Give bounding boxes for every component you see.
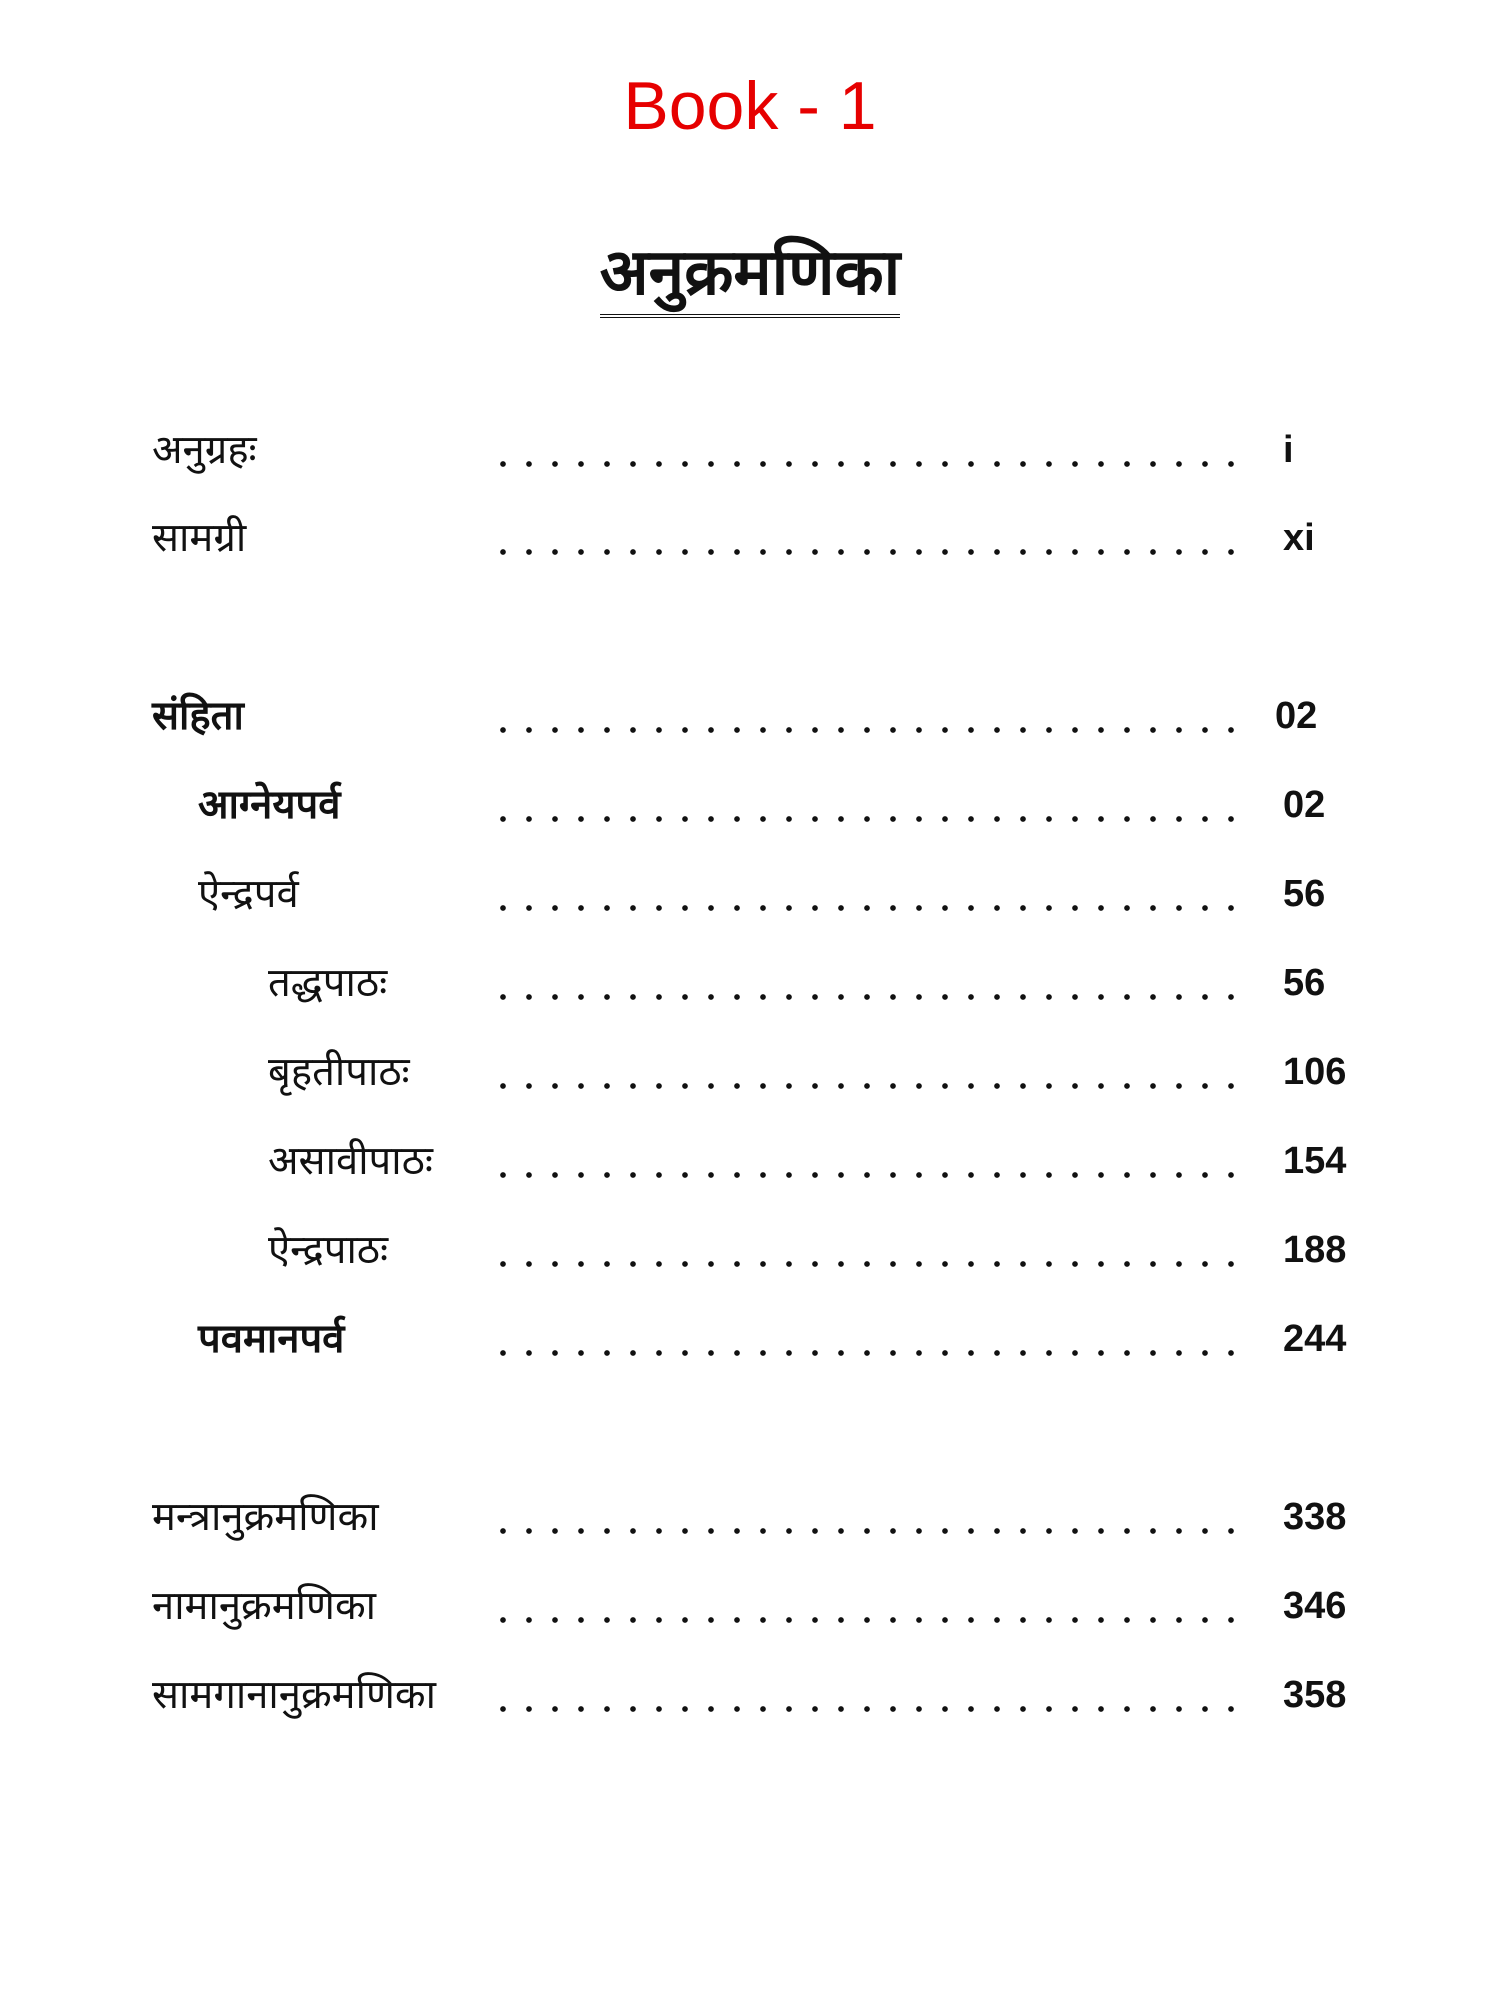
toc-entry-label: बृहतीपाठः bbox=[268, 1049, 410, 1095]
toc-entry-page: 56 bbox=[1283, 962, 1326, 1004]
toc-entry-page: 02 bbox=[1275, 695, 1318, 737]
toc-entry-pavamana-parva[interactable] bbox=[0, 1309, 1500, 1369]
toc-entry-page: 244 bbox=[1283, 1318, 1347, 1360]
toc-entry-page: 56 bbox=[1283, 873, 1326, 915]
dot-leader bbox=[490, 1171, 1250, 1179]
toc-entry-label: ऐन्द्रपाठः bbox=[268, 1227, 389, 1273]
toc-entry-label: पवमानपर्व bbox=[198, 1316, 345, 1362]
toc-entry-label: अनुग्रहः bbox=[152, 427, 257, 473]
toc-entry-page: 106 bbox=[1283, 1051, 1347, 1093]
toc-entry-taddha-patha[interactable] bbox=[0, 953, 1500, 1013]
toc-entry-page: i bbox=[1283, 429, 1294, 471]
dot-leader bbox=[490, 460, 1250, 468]
dot-leader bbox=[490, 1527, 1250, 1535]
toc-entry-aindra-patha[interactable] bbox=[0, 1220, 1500, 1280]
toc-entry-asavi-patha[interactable] bbox=[0, 1131, 1500, 1191]
toc-entry-samhita[interactable] bbox=[0, 686, 1500, 746]
dot-leader bbox=[490, 1705, 1250, 1713]
dot-leader bbox=[490, 1349, 1250, 1357]
toc-entry-page: xi bbox=[1283, 517, 1315, 559]
toc-entry-namanukramanika[interactable] bbox=[0, 1576, 1500, 1636]
toc-entry-page: 358 bbox=[1283, 1674, 1347, 1716]
dot-leader bbox=[490, 1260, 1250, 1268]
toc-entry-agneya-parva[interactable] bbox=[0, 775, 1500, 835]
toc-entry-page: 188 bbox=[1283, 1229, 1347, 1271]
toc-entry-page: 154 bbox=[1283, 1140, 1347, 1182]
toc-entry-label: सामगानानुक्रमणिका bbox=[152, 1672, 436, 1718]
dot-leader bbox=[490, 904, 1250, 912]
title-container bbox=[0, 238, 1500, 318]
toc-entry-page: 338 bbox=[1283, 1496, 1347, 1538]
toc-entry-page: 02 bbox=[1283, 784, 1326, 826]
toc-entry-samaganaanukramanika[interactable] bbox=[0, 1665, 1500, 1725]
toc-entry-samagri[interactable] bbox=[0, 508, 1500, 568]
dot-leader bbox=[490, 815, 1250, 823]
toc-entry-label: ऐन्द्रपर्व bbox=[198, 871, 299, 917]
toc-entry-label: आग्नेयपर्व bbox=[198, 782, 341, 828]
toc-entry-page: 346 bbox=[1283, 1585, 1347, 1627]
dot-leader bbox=[490, 1082, 1250, 1090]
dot-leader bbox=[490, 726, 1250, 734]
dot-leader bbox=[490, 1616, 1250, 1624]
toc-entry-label: नामानुक्रमणिका bbox=[152, 1583, 377, 1629]
toc-entry-brihati-patha[interactable] bbox=[0, 1042, 1500, 1102]
toc-entry-anugraha[interactable] bbox=[0, 420, 1500, 480]
toc-entry-label: संहिता bbox=[152, 693, 244, 739]
book-label: Book - 1 bbox=[623, 68, 877, 144]
toc-entry-label: तद्धपाठः bbox=[268, 960, 388, 1006]
toc-entry-mantranukramanika[interactable] bbox=[0, 1487, 1500, 1547]
dot-leader bbox=[490, 993, 1250, 1001]
toc-entry-label: मन्त्रानुक्रमणिका bbox=[152, 1494, 379, 1540]
toc-entry-label: असावीपाठः bbox=[268, 1138, 433, 1184]
toc-entry-label: सामग्री bbox=[152, 515, 247, 561]
toc-entry-aindra-parva[interactable] bbox=[0, 864, 1500, 924]
page-title: अनुक्रमणिका bbox=[600, 238, 900, 318]
dot-leader bbox=[490, 548, 1250, 556]
